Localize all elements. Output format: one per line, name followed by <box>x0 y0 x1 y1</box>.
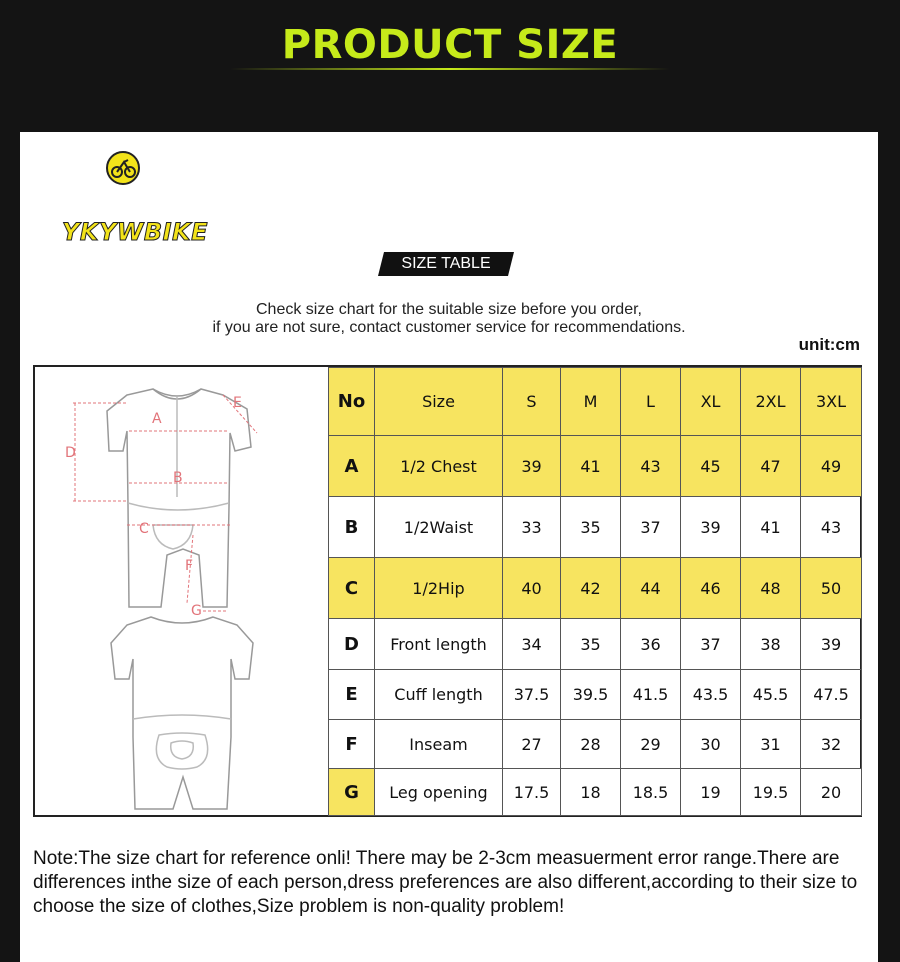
value-cell: 39 <box>503 436 561 497</box>
page-title: PRODUCT SIZE <box>281 22 619 68</box>
value-cell: 43 <box>801 497 862 558</box>
instruction-line-2: if you are not sure, contact customer service for recommendations. <box>212 319 686 336</box>
value-cell: 31 <box>741 720 801 769</box>
value-cell: 48 <box>741 558 801 619</box>
value-cell: 35 <box>561 619 621 670</box>
value-cell: 39 <box>801 619 862 670</box>
value-cell: 47 <box>741 436 801 497</box>
value-cell: 37.5 <box>503 670 561 720</box>
size-table-label: SIZE TABLE <box>401 255 491 272</box>
value-cell: 44 <box>621 558 681 619</box>
diagram-label-e: E <box>233 395 242 411</box>
value-cell: 49 <box>801 436 862 497</box>
diagram-label-g: G <box>191 603 202 619</box>
row-measure: 1/2Waist <box>375 497 503 558</box>
value-cell: 19 <box>681 769 741 816</box>
value-cell: 41 <box>561 436 621 497</box>
value-cell: 46 <box>681 558 741 619</box>
value-cell: 43 <box>621 436 681 497</box>
value-cell: 37 <box>681 619 741 670</box>
row-code: F <box>329 720 375 769</box>
back-suit-outline <box>111 617 253 809</box>
row-measure: Leg opening <box>375 769 503 816</box>
value-cell: 41.5 <box>621 670 681 720</box>
value-cell: 45.5 <box>741 670 801 720</box>
diagram-label-f: F <box>185 558 194 574</box>
table-row <box>329 619 862 670</box>
brand-logo <box>40 150 209 246</box>
row-code: E <box>329 670 375 720</box>
value-cell: 42 <box>561 558 621 619</box>
row-measure: Inseam <box>375 720 503 769</box>
value-cell: 39.5 <box>561 670 621 720</box>
header-cell-s: S <box>503 368 561 436</box>
value-cell: 39 <box>681 497 741 558</box>
value-cell: 27 <box>503 720 561 769</box>
value-cell: 29 <box>621 720 681 769</box>
value-cell: 37 <box>621 497 681 558</box>
row-code: A <box>329 436 375 497</box>
header-cell-size: Size <box>375 368 503 436</box>
size-chart <box>33 365 862 817</box>
garment-diagram <box>35 367 328 815</box>
disclaimer-note: Note:The size chart for reference onli! There may be 2-3cm measuerment error range.There are differences inthe size of each person,dress preferences are also different,according to their size to choose the size of clothes,Size problem is non-quality problem! <box>33 848 858 917</box>
header-cell-2xl: 2XL <box>741 368 801 436</box>
table-row <box>329 436 862 497</box>
brand-name: YKYWBIKE <box>62 218 209 246</box>
diagram-label-b: B <box>173 470 183 486</box>
title-underline <box>230 68 670 70</box>
row-code: D <box>329 619 375 670</box>
header-banner <box>0 0 900 132</box>
value-cell: 36 <box>621 619 681 670</box>
value-cell: 28 <box>561 720 621 769</box>
value-cell: 47.5 <box>801 670 862 720</box>
value-cell: 40 <box>503 558 561 619</box>
value-cell: 17.5 <box>503 769 561 816</box>
value-cell: 33 <box>503 497 561 558</box>
value-cell: 41 <box>741 497 801 558</box>
table-header-row <box>329 368 862 436</box>
row-code: B <box>329 497 375 558</box>
size-table <box>328 367 862 816</box>
row-measure: Cuff length <box>375 670 503 720</box>
diagram-label-c: C <box>139 521 149 537</box>
header-cell-m: M <box>561 368 621 436</box>
value-cell: 50 <box>801 558 862 619</box>
header-cell-xl: XL <box>681 368 741 436</box>
value-cell: 35 <box>561 497 621 558</box>
value-cell: 20 <box>801 769 862 816</box>
header-cell-3xl: 3XL <box>801 368 862 436</box>
value-cell: 45 <box>681 436 741 497</box>
size-table-tag <box>378 252 514 276</box>
instruction-line-1: Check size chart for the suitable size before you order, <box>256 301 642 318</box>
value-cell: 34 <box>503 619 561 670</box>
table-row <box>329 670 862 720</box>
front-suit-outline <box>107 389 251 607</box>
value-cell: 18 <box>561 769 621 816</box>
value-cell: 32 <box>801 720 862 769</box>
diagram-label-d: D <box>65 445 76 461</box>
table-row <box>329 558 862 619</box>
size-panel <box>20 132 878 962</box>
table-row <box>329 720 862 769</box>
unit-label: unit:cm <box>798 335 860 354</box>
row-measure: 1/2Hip <box>375 558 503 619</box>
row-code: C <box>329 558 375 619</box>
value-cell: 38 <box>741 619 801 670</box>
header-cell-no: No <box>329 368 375 436</box>
value-cell: 30 <box>681 720 741 769</box>
row-measure: 1/2 Chest <box>375 436 503 497</box>
value-cell: 18.5 <box>621 769 681 816</box>
diagram-label-a: A <box>152 411 162 427</box>
table-row <box>329 769 862 816</box>
header-cell-l: L <box>621 368 681 436</box>
value-cell: 19.5 <box>741 769 801 816</box>
row-code: G <box>329 769 375 816</box>
table-row <box>329 497 862 558</box>
value-cell: 43.5 <box>681 670 741 720</box>
row-measure: Front length <box>375 619 503 670</box>
